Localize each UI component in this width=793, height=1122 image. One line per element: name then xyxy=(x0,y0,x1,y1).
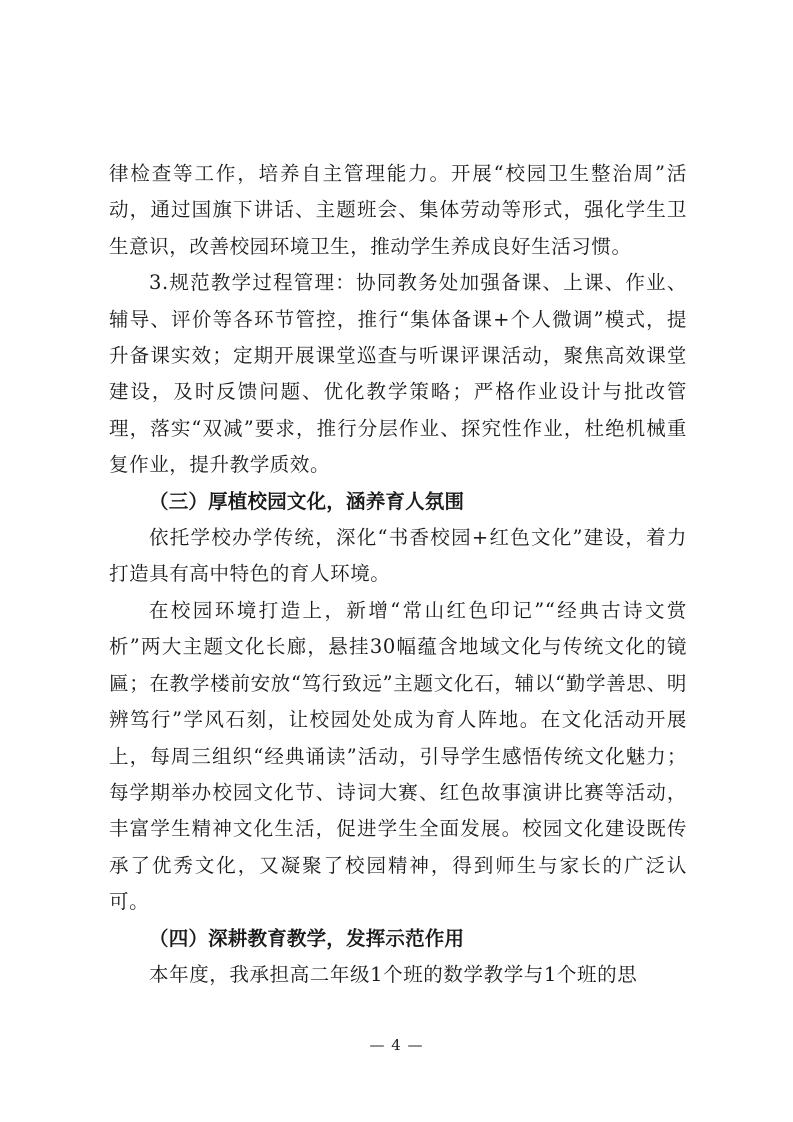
paragraph-teaching-process: 3.规范教学过程管理：协同教务处加强备课、上课、作业、辅导、评价等各环节管控，推行“集体备课+个人微调”模式，提升备课实效；定期开展课堂巡查与听课评课活动，聚焦高效课堂建设，及时反馈问题、优化教学策略；严格作业设计与批改管理，落实“双减”要求，推行分层作业、探究性作业，杜绝机械重复作业，提升教学质效。 xyxy=(109,271,687,477)
section-heading-campus-culture: （三）厚植校园文化，涵养育人氛围 xyxy=(149,489,465,513)
document-body xyxy=(109,156,687,993)
paragraph-culture-details: 在校园环境打造上，新增“常山红色印记”“经典古诗文赏析”两大主题文化长廊，悬挂30幅蕴含地域文化与传统文化的镜匾；在教学楼前安放“笃行致远”主题文化石，辅以“勤学善思、明辨笃行”学风石刻，让校园处处成为育人阵地。在文化活动开展上，每周三组织“经典诵读”活动，引导学生感悟传统文化魅力；每学期举办校园文化节、诗词大赛、红色故事演讲比赛等活动，丰富学生精神文化生活，促进学生全面发展。校园文化建设既传承了优秀文化，又凝聚了校园精神，得到师生与家长的广泛认可。 xyxy=(109,598,687,914)
paragraph-continuation: 律检查等工作，培养自主管理能力。开展“校园卫生整治周”活动，通过国旗下讲话、主题班会、集体劳动等形式，强化学生卫生意识，改善校园环境卫生，推动学生养成良好生活习惯。 xyxy=(109,162,687,258)
paragraph-teaching-intro: 本年度，我承担高二年级1个班的数学教学与1个班的思 xyxy=(149,962,638,986)
section-heading-teaching: （四）深耕教育教学，发挥示范作用 xyxy=(149,926,465,950)
page-number: — 4 — xyxy=(369,1036,424,1054)
paragraph-culture-intro: 依托学校办学传统，深化“书香校园+红色文化”建设，着力打造具有高中特色的育人环境。 xyxy=(109,526,687,586)
